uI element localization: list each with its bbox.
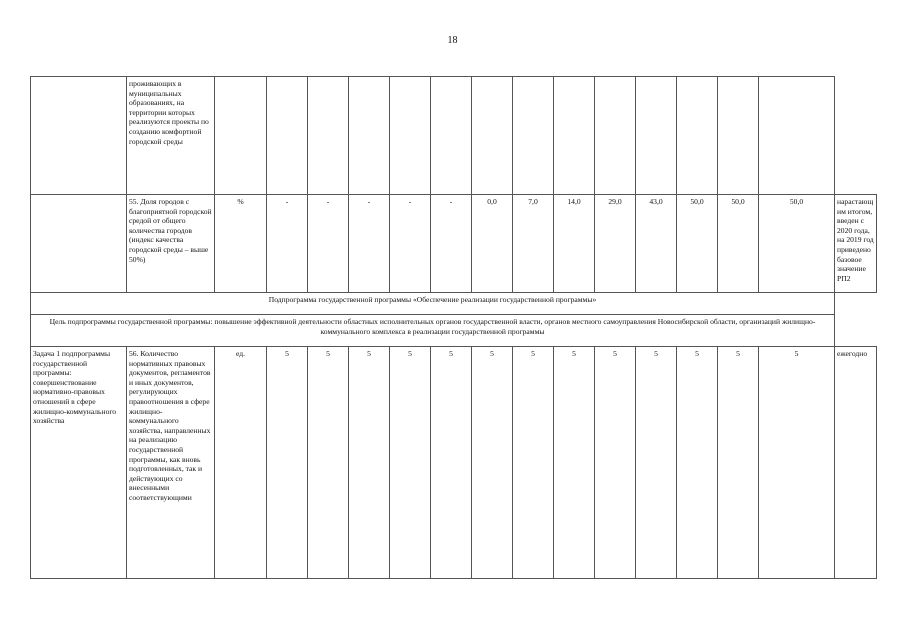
value-cell: 5 xyxy=(636,347,677,579)
unit-cell: % xyxy=(215,195,267,293)
value-cell: - xyxy=(349,195,390,293)
value-cell: 5 xyxy=(759,347,835,579)
task-cell xyxy=(31,195,127,293)
value-cell: 0,0 xyxy=(472,195,513,293)
indicator-cell: 55. Доля городов с благоприятной городской средой от общего количества городов (индекс качества городской среды – выше 50%) xyxy=(127,195,215,293)
value-cell: 50,0 xyxy=(759,195,835,293)
table-row xyxy=(31,77,877,195)
value-cell: - xyxy=(308,195,349,293)
value-cell: 5 xyxy=(595,347,636,579)
value-cell: 50,0 xyxy=(718,195,759,293)
value-cell: - xyxy=(390,195,431,293)
unit-cell: ед. xyxy=(215,347,267,579)
note-cell xyxy=(759,77,835,195)
value-cell: 5 xyxy=(513,347,554,579)
unit-cell xyxy=(215,77,267,195)
value-cell: 7,0 xyxy=(513,195,554,293)
value-cell: 5 xyxy=(267,347,308,579)
value-cell: 5 xyxy=(390,347,431,579)
value-cell: 29,0 xyxy=(595,195,636,293)
value-cell: 14,0 xyxy=(554,195,595,293)
value-cell: 5 xyxy=(677,347,718,579)
indicator-cell: проживающих в муниципальных образованиях, на территории которых реализуются проекты по созданию комфортной городской среды xyxy=(127,77,215,195)
note-cell: нарастающим итогом, введен с 2020 года, на 2019 год приведено базовое значение РП2 xyxy=(835,195,877,293)
subprogram-goal: Цель подпрограммы государственной программы: повышение эффективной деятельности областных исполнительных органов государственной власти, органов местного самоуправления Новосибирской области, организаций жилищно-коммунального комплекса в реализации государственной программы xyxy=(31,315,835,347)
value-cell: 43,0 xyxy=(636,195,677,293)
value-cell: 5 xyxy=(349,347,390,579)
value-cell: 5 xyxy=(718,347,759,579)
table-row xyxy=(31,293,877,315)
value-cell: 5 xyxy=(472,347,513,579)
value-cell: - xyxy=(431,195,472,293)
subprogram-title: Подпрограмма государственной программы «Обеспечение реализации государственной программы» xyxy=(31,293,835,315)
value-cell: 5 xyxy=(308,347,349,579)
value-cell: - xyxy=(267,195,308,293)
table-row xyxy=(31,195,877,293)
value-cell: 50,0 xyxy=(677,195,718,293)
task-cell xyxy=(31,77,127,195)
value-cell: 5 xyxy=(554,347,595,579)
note-cell: ежегодно xyxy=(835,347,877,579)
value-cell: 5 xyxy=(431,347,472,579)
page-number: 18 xyxy=(447,35,458,46)
table-row xyxy=(31,315,877,347)
indicator-cell: 56. Количество нормативных правовых документов, регламентов и иных документов, регулирующих правоотношения в сфере жилищно-коммунального хозяйства, направленных на реализацию государственной программы, как вновь подготовленных, так и действующих со внесенными соответствующими xyxy=(127,347,215,579)
task-cell: Задача 1 подпрограммы государственной программы: совершенствование нормативно-правовых отношений в сфере жилищно-коммунального хозяйства xyxy=(31,347,127,579)
indicators-table xyxy=(30,76,877,579)
table-row xyxy=(31,347,877,579)
